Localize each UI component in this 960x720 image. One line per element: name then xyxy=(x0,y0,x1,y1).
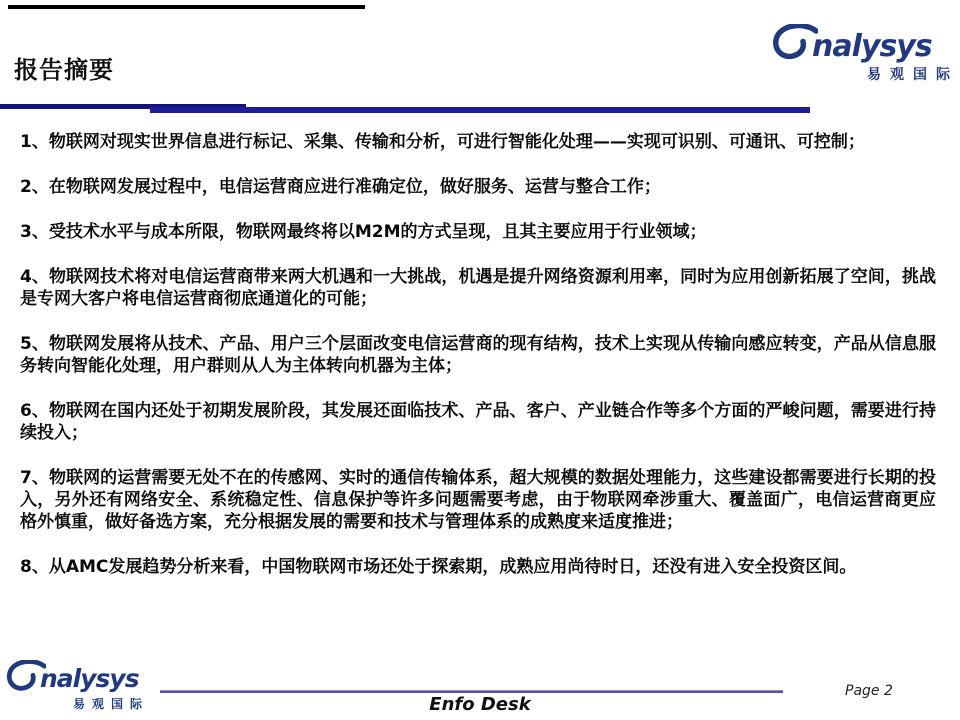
item-number: 3、 xyxy=(20,222,49,242)
logo-chinese-name: 易观国际 xyxy=(72,697,149,711)
page-number: Page 2 xyxy=(845,683,893,699)
summary-list xyxy=(20,131,936,601)
logo-wordmark: nalysys xyxy=(812,29,932,64)
footer-divider xyxy=(160,690,783,693)
item-text: 物联网发展将从技术、产品、用户三个层面改变电信运营商的现有结构，技术上实现从传输向感应转变，产品从信息服务转向智能化处理，用户群则从人为主体转向机器为主体； xyxy=(20,334,936,376)
item-number: 1、 xyxy=(20,132,49,152)
item-text: 受技术水平与成本所限，物联网最终将以M2M的方式呈现，且其主要应用于行业领域； xyxy=(48,222,707,242)
item-text: 物联网在国内还处于初期发展阶段，其发展还面临技术、产品、客户、产业链合作等多个方面的严峻问题，需要进行持续投入； xyxy=(20,401,936,443)
item-number: 6、 xyxy=(20,401,49,421)
item-number: 8、 xyxy=(20,557,49,577)
item-text: 从AMC发展趋势分析来看，中国物联网市场还处于探索期，成熟应用尚待时日，还没有进入安全投资区间。 xyxy=(48,557,857,577)
page-title: 报告摘要 xyxy=(14,56,114,84)
summary-item-2 xyxy=(20,176,936,198)
item-number: 7、 xyxy=(20,468,49,488)
item-number: 4、 xyxy=(20,267,49,287)
item-number: 5、 xyxy=(20,334,49,354)
analysys-logo-top xyxy=(772,24,959,83)
item-text: 物联网技术将对电信运营商带来两大机遇和一大挑战，机遇是提升网络资源利用率，同时为应用创新拓展了空间，挑战是专网大客户将电信运营商彻底通道化的可能； xyxy=(20,267,936,309)
summary-item-6 xyxy=(20,400,936,444)
title-underline xyxy=(0,104,810,114)
summary-item-8 xyxy=(20,556,936,578)
logo-wordmark: nalysys xyxy=(40,664,139,693)
item-number: 2、 xyxy=(20,177,49,197)
item-text: 在物联网发展过程中，电信运营商应进行准确定位，做好服务、运营与整合工作； xyxy=(48,177,661,197)
item-text: 物联网的运营需要无处不在的传感网、实时的通信传输体系，超大规模的数据处理能力，这些建设都需要进行长期的投入，另外还有网络安全、系统稳定性、信息保护等许多问题需要考虑，由于物联网牵涉重大、覆盖面广，电信运营商更应格外慎重，做好备选方案，充分根据发展的需要和技术与管理体系的成熟度来适度推进； xyxy=(20,468,936,532)
logo-chinese-name: 易观国际 xyxy=(867,67,959,83)
summary-item-1 xyxy=(20,131,936,153)
summary-item-7 xyxy=(20,467,936,533)
item-text: 物联网对现实世界信息进行标记、采集、传输和分析，可进行智能化处理——实现可识别、可通讯、可控制； xyxy=(48,132,865,152)
title-underline-segment-light xyxy=(150,107,810,113)
summary-item-5 xyxy=(20,333,936,377)
summary-item-4 xyxy=(20,266,936,310)
footer-brand: Enfo Desk xyxy=(429,694,531,715)
top-divider xyxy=(8,5,365,9)
summary-item-3 xyxy=(20,221,936,243)
